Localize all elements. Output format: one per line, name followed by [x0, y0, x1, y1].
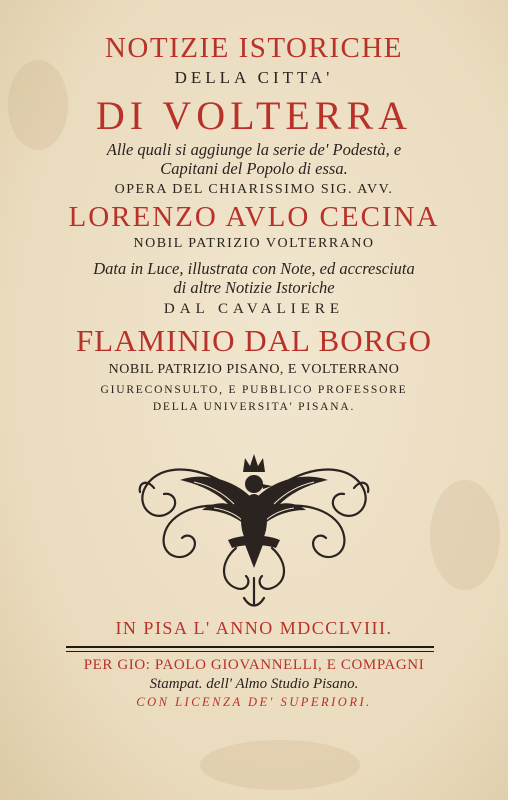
title-line-notizie: NOTIZIE ISTORICHE: [104, 32, 403, 64]
title-line-della-citta: DELLA CITTA': [174, 68, 334, 87]
editor-profession-line-1: GIURECONSULTO, E PUBBLICO PROFESSORE: [100, 384, 408, 396]
imprint-rule-thick: [66, 646, 434, 648]
place-and-date: IN PISA L' ANNO MDCCLVIII.: [115, 618, 393, 638]
editor-name: FLAMINIO DAL BORGO: [75, 323, 433, 358]
paper-stain: [200, 740, 360, 790]
subtitle-line-1: Alle quali si aggiunge la serie de' Podestà, e: [106, 140, 402, 159]
imprint-rule-thin: [66, 651, 434, 652]
author-title: NOBIL PATRIZIO VOLTERRANO: [133, 236, 375, 251]
opera-line: OPERA DEL CHIARISSIMO SIG. AVV.: [114, 182, 394, 197]
editor-profession-line-2: DELLA UNIVERSITA' PISANA.: [152, 401, 356, 413]
printer-line: PER GIO: PAOLO GIOVANNELLI, E COMPAGNI: [83, 657, 425, 673]
subtitle-line-2: Capitani del Popolo di essa.: [160, 159, 348, 178]
editor-title: NOBIL PATRIZIO PISANO, E VOLTERRANO: [108, 362, 400, 377]
license-line: CON LICENZA DE' SUPERIORI.: [136, 695, 372, 709]
printer-line-2: Stampat. dell' Almo Studio Pisano.: [149, 676, 359, 692]
edition-line-2: di altre Notizie Istoriche: [173, 278, 335, 297]
crowned-eagle-vignette-icon: [124, 428, 384, 610]
title-line-volterra: DI VOLTERRA: [95, 93, 413, 138]
author-name: LORENZO AVLO CECINA: [68, 201, 440, 233]
paper-stain: [430, 480, 500, 590]
dal-cavaliere-line: DAL CAVALIERE: [163, 301, 345, 317]
edition-line-1: Data in Luce, illustrata con Note, ed accresciuta: [93, 259, 415, 278]
